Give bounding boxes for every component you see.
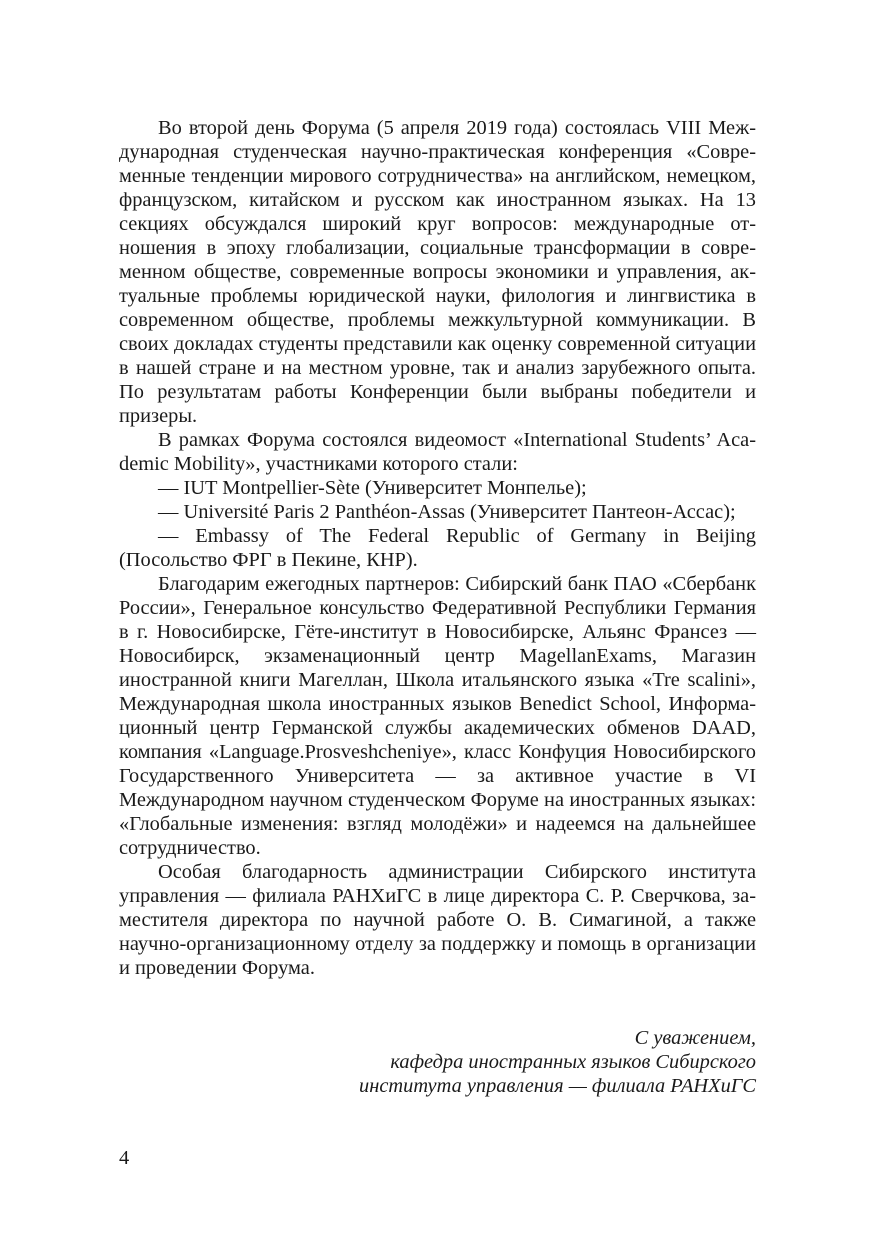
paragraph-gratitude: Особая благодарность администрации Сибирского института управления — филиала РАНХиГС в лице директора С. Р. Сверчкова, заместителя директора по научной работе О. В. Симагиной, а также научно-организационному отделу за поддержку и помощь в организации и проведении Форума.	[119, 861, 756, 979]
page-number: 4	[119, 1147, 130, 1169]
body-text	[119, 116, 756, 980]
signature-institute: института управления — филиала РАНХиГС	[359, 1075, 756, 1097]
signature-block	[196, 1026, 756, 1098]
participant-item: — Embassy of The Federal Republic of Germany in Beijing (Посольство ФРГ в Пекине, КНР).	[119, 525, 756, 571]
paragraph-videobridge: В рамках Форума состоялся видеомост «International Students’ Academic Mobility», участниками которого стали:	[119, 429, 756, 475]
participant-item: — Université Paris 2 Panthéon-Assas (Университет Пантеон-Ассас);	[158, 501, 736, 523]
signature-department: кафедра иностранных языков Сибирского	[390, 1051, 756, 1073]
paragraph-conference: Во второй день Форума (5 апреля 2019 года) состоялась VIII Международная студенческая научно-практическая конференция «Современные тенденции мирового сотрудничества» на английском, немецком, французском, китайском и русском как иностранном языках. На 13 секциях обсуждался широкий круг вопросов: международные отношения в эпоху глобализации, социальные трансформации в современном обществе, современные вопросы экономики и управления, актуальные проблемы юридической науки, филология и лингвистика в современном обществе, проблемы межкультурной коммуникации. В своих докладах студенты представили как оценку современной ситуации в нашей стране и на местном уровне, так и анализ зарубежного опыта. По результатам работы Конференции были выбраны победители и призеры.	[119, 117, 756, 427]
participant-item: — IUT Montpellier-Sète (Университет Монпелье);	[158, 477, 587, 499]
signature-greeting: С уважением,	[634, 1027, 756, 1049]
paragraph-partners: Благодарим ежегодных партнеров: Сибирский банк ПАО «Сбербанк России», Генеральное консульство Федеративной Республики Германия в г. Новосибирске, Гёте-институт в Новосибирске, Альянс Франсез — Новосибирск, экзаменационный центр MagellanExams, Магазин иностранной книги Магеллан, Школа итальянского языка «Tre scalini», Международная школа иностранных языков Benedict School, Информационный центр Германской службы академических обменов DAAD, компания «Language.Prosveshcheniye», класс Конфуция Новосибирского Государственного Университета — за активное участие в VI Международном научном студенческом Форуме на иностранных языках: «Глобальные изменения: взгляд молодёжи» и надеемся на дальнейшее сотрудничество.	[119, 573, 756, 859]
